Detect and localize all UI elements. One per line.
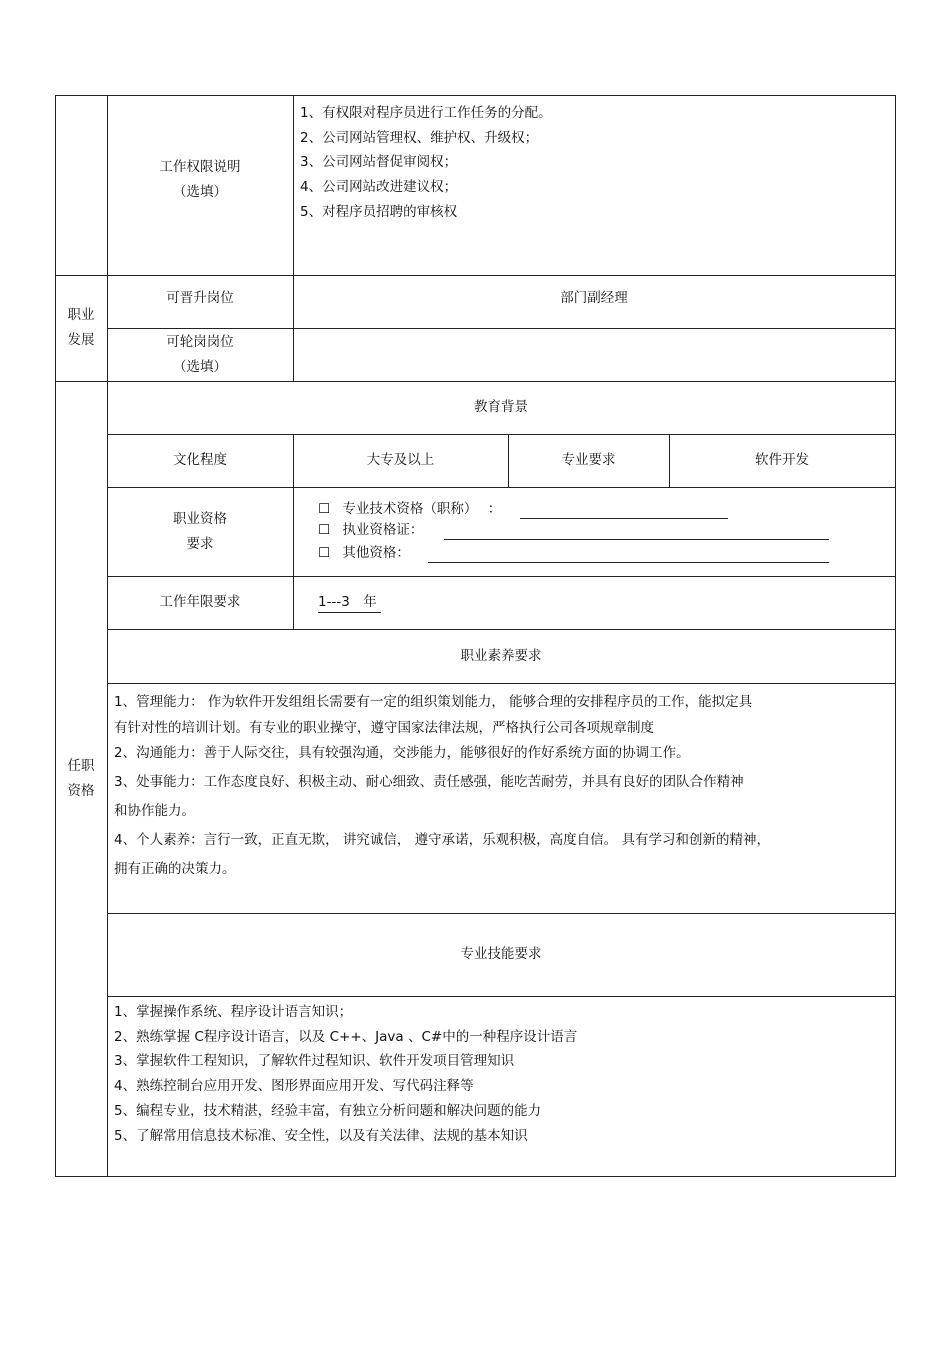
skills-header: 专业技能要求 [460, 946, 542, 962]
list-item: 2、熟练掌握 C程序设计语言，以及 C++、Java 、C#中的一种程序设计语言 [114, 1028, 578, 1045]
cert-option-other [318, 543, 410, 563]
authority-list [300, 101, 890, 225]
education-header: 教育背景 [474, 399, 528, 415]
authority-label-line1: 工作权限说明 [159, 159, 241, 175]
list-item: 4、个人素养：言行一致，正直无欺， 讲究诚信， 遵守承诺，乐观积极，高度自信。 具有学习和创新的精神， [114, 832, 770, 848]
promotion-value: 部门副经理 [560, 290, 628, 306]
promotion-label: 可晋升岗位 [166, 290, 234, 306]
list-item: 有针对性的培训计划。有专业的职业操守，遵守国家法律法规，严格执行公司各项规章制度 [114, 720, 654, 736]
literacy-header: 职业素养要求 [460, 647, 542, 664]
checkbox-icon[interactable]: ☐ [318, 545, 331, 561]
list-item: 4、熟练控制台应用开发、图形界面应用开发、写代码注释等 [114, 1078, 474, 1095]
list-item: 5、编程专业，技术精湛，经验丰富，有独立分析问题和解决问题的能力 [114, 1102, 542, 1119]
cert-other-blank[interactable] [428, 562, 829, 563]
years-label: 工作年限要求 [159, 594, 241, 610]
cert-label: 职业资格 要求 [173, 510, 227, 552]
list-item: 4、公司网站改进建议权； [300, 179, 458, 196]
list-item: 1、有权限对程序员进行工作任务的分配。 [300, 105, 552, 121]
rotation-value [293, 328, 895, 381]
list-item: 1、管理能力： 作为软件开发组组长需要有一定的组织策划能力， 能够合理的安排程序员的工作，能拟定具 [114, 694, 753, 710]
cert-title-blank[interactable] [520, 518, 728, 519]
cert-option-license [318, 520, 423, 540]
cert-license-blank[interactable] [444, 539, 829, 540]
list-item: 3、公司网站督促审阅权； [300, 154, 458, 171]
list-item: 2、沟通能力：善于人际交往，具有较强沟通，交涉能力，能够很好的作好系统方面的协调工作。 [114, 745, 690, 761]
cert-option-label: 专业技术资格（职称） [342, 501, 478, 517]
literacy-list [114, 688, 889, 884]
list-item: 3、掌握软件工程知识，了解软件过程知识、软件开发项目管理知识 [114, 1053, 515, 1070]
years-value: 1---3 年 [318, 592, 381, 613]
cert-option-label: 执业资格证： [342, 522, 424, 538]
career-section-label: 职业 发展 [67, 307, 95, 348]
checkbox-icon[interactable]: ☐ [318, 501, 331, 517]
authority-label-line2: （选填） [173, 184, 227, 200]
skills-list [114, 1000, 889, 1148]
authority-label [107, 95, 293, 275]
education-value: 大专及以上 [366, 452, 435, 468]
cert-option-title: ☐ 专业技术资格（职称） ： [318, 501, 502, 517]
list-item: 2、公司网站管理权、维护权、升级权； [300, 129, 539, 146]
rotation-label: 可轮岗岗位 （选填） [166, 333, 234, 375]
education-label: 文化程度 [173, 452, 227, 468]
list-item: 3、处事能力：工作态度良好、积极主动、耐心细致、责任感强，能吃苦耐劳，并具有良好的团队合作精神 [114, 774, 744, 790]
list-item: 拥有正确的决策力。 [114, 861, 236, 877]
list-item: 和协作能力。 [114, 803, 195, 819]
cert-option-label: 其他资格： [342, 545, 410, 561]
list-item: 5、了解常用信息技术标准、安全性，以及有关法律、法规的基本知识 [114, 1127, 528, 1144]
list-item: 1、掌握操作系统、程序设计语言知识； [114, 1004, 353, 1020]
major-value: 软件开发 [755, 452, 809, 468]
major-label: 专业要求 [561, 452, 616, 468]
list-item: 5、对程序员招聘的审核权 [300, 203, 458, 220]
qualification-section-label: 任职 资格 [67, 757, 95, 799]
checkbox-icon[interactable]: ☐ [318, 522, 331, 538]
